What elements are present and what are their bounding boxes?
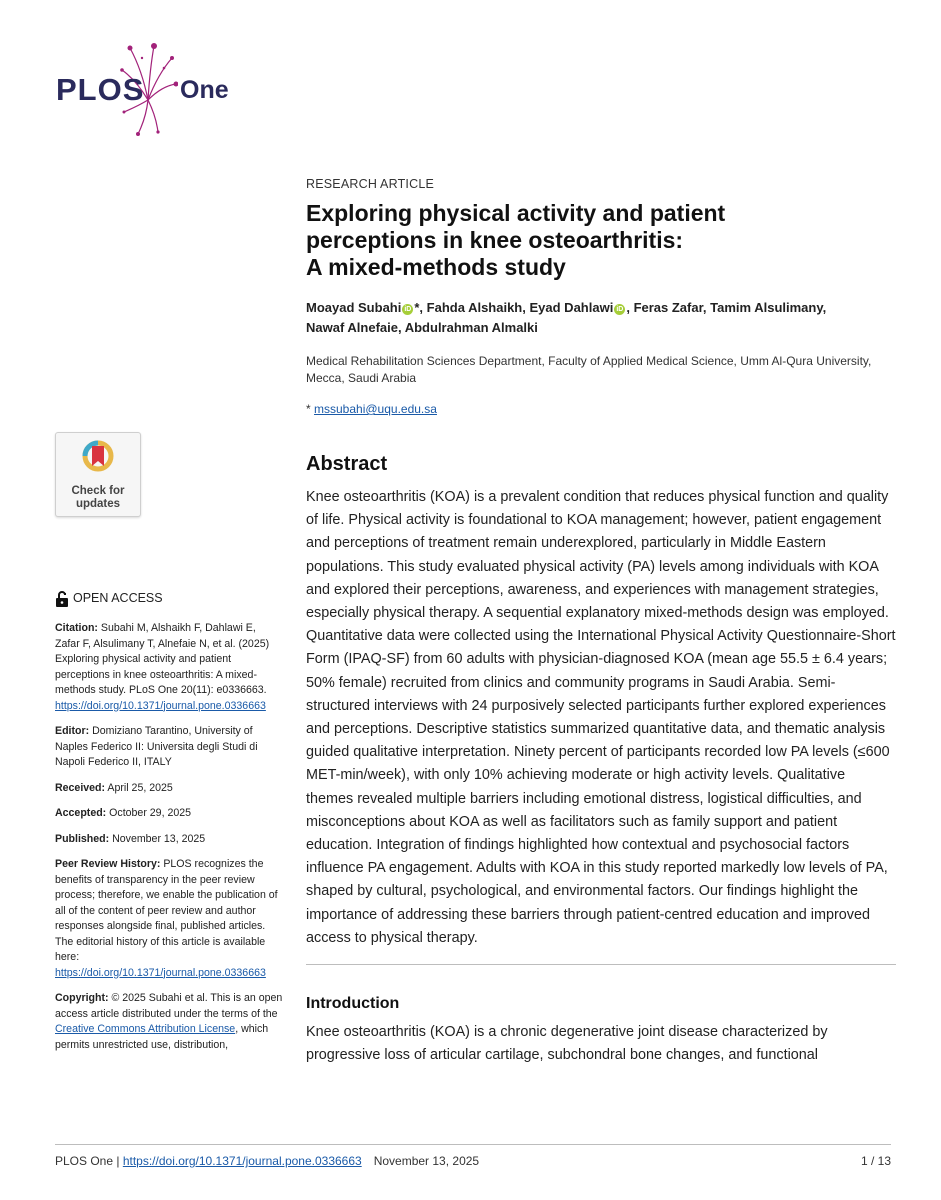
author-list xyxy=(306,298,896,338)
main-column xyxy=(306,177,896,1067)
article-info-sidebar xyxy=(55,590,283,1053)
introduction-text: Knee osteoarthritis (KOA) is a chronic degenerative joint disease characterized by progressive loss of articular cartilage, subchondral bone changes, and functional xyxy=(306,1024,828,1064)
article-title xyxy=(306,200,896,281)
corresponding-mark: *, xyxy=(414,300,424,315)
logo-plos-text: PLOS xyxy=(56,72,145,107)
abstract-heading: Abstract xyxy=(306,453,388,475)
open-lock-icon xyxy=(55,590,69,608)
check-for-updates-label: Check for updates xyxy=(71,485,125,510)
author-name[interactable]: Feras Zafar, Tamim Alsulimany, xyxy=(633,300,827,315)
author-separator: , xyxy=(626,300,630,315)
orcid-icon[interactable]: iD xyxy=(404,306,412,313)
corresponding-email xyxy=(306,402,896,416)
author-name[interactable]: Fahda Alshaikh, xyxy=(426,300,526,315)
editor-block: Editor: Domiziano Tarantino, University of Naples Federico II: Universita degli Studi di Napoli Federico II, ITALY xyxy=(55,725,258,768)
footer-date: November 13, 2025 xyxy=(373,1154,480,1168)
email-marker: * xyxy=(306,402,315,416)
logo-one-text: One xyxy=(180,76,229,104)
abstract-text: Knee osteoarthritis (KOA) is a prevalent condition that reduces physical function and quality of life. Physical activity is foundational to KOA management; however, patient engagement and perceptions of treatment remain underexplored, particularly in Middle Eastern populations. This study evaluated physical activity (PA) levels among individuals with KOA and explored their perceptions, awareness, and experiences with management strategies, especially physical therapy. A sequential explanatory mixed-methods design was employed. Quantitative data were collected using the International Physical Activity Questionnaire-Short Form (IPAQ-SF) from 60 adults with physician-diagnosed KOA (mean age 55.5 ± 6.4 years; 50% female) recruited from clinics and community programs in Saudi Arabia. Semi-structured interviews with 24 purposively selected participants further explored experiences and perceptions. Descriptive statistics summarized quantitative data, and thematic analysis guided qualitative interpretation. Ninety percent of participants recorded low PA levels (≤600 MET-min/week), with only 10% achieving moderate or high activity levels. Qualitative themes revealed multiple barriers including emotional distress, logistical difficulties, and misconceptions about KOA as well as facilitators such as family support and patient education. Integration of findings highlighted how contextual and psychosocial factors influence PA engagement. Adults with KOA in this study reported markedly low levels of PA, shaped by cultural, psychological, and environmental factors. Our findings highlight the importance of addressing these barriers through patient-centred education and improved access to physical therapy. xyxy=(306,489,896,946)
footer-journal: PLOS One | xyxy=(55,1154,123,1168)
title-line: Exploring physical activity and patient xyxy=(306,200,726,226)
peer-review-link[interactable]: https://doi.org/10.1371/journal.pone.0336663 xyxy=(55,966,266,979)
citation-doi-link[interactable]: https://doi.org/10.1371/journal.pone.0336663 xyxy=(55,699,266,712)
footer-doi-link[interactable]: https://doi.org/10.1371/journal.pone.0336663 xyxy=(122,1154,362,1168)
article-type: RESEARCH ARTICLE xyxy=(306,177,435,191)
page-number: 1 / 13 xyxy=(860,1154,891,1168)
journal-logo xyxy=(56,40,246,140)
peer-review-block: Peer Review History: PLOS recognizes the benefits of transparency in the peer review process; therefore, we enable the publication of all of the content of peer review and author responses alongside final, published articles. The editorial history of this article is available here: https://doi.org/10.1371/journal.pone.0336663 xyxy=(55,858,278,979)
copyright-block: Copyright: © 2025 Subahi et al. This is an open access article distributed under the terms of the Creative Commons Attribution License, which permits unrestricted use, distribution, xyxy=(55,992,283,1051)
author-name[interactable]: Moayad Subahi xyxy=(306,300,402,315)
published-date: Published: November 13, 2025 xyxy=(55,832,206,845)
email-link[interactable]: mssubahi@uqu.edu.sa xyxy=(314,402,437,416)
affiliation: Medical Rehabilitation Sciences Department, Faculty of Applied Medical Science, Umm Al-Qura University, Mecca, Saudi Arabia xyxy=(306,354,872,385)
author-name[interactable]: Eyad Dahlawi xyxy=(529,300,614,315)
received-date: Received: April 25, 2025 xyxy=(55,781,173,794)
license-link[interactable]: Creative Commons Attribution License xyxy=(55,1023,236,1035)
page-footer xyxy=(55,1144,891,1170)
title-line: A mixed-methods study xyxy=(306,254,566,280)
orcid-icon[interactable]: iD xyxy=(616,306,624,313)
open-access-label: OPEN ACCESS xyxy=(55,590,283,608)
section-divider xyxy=(306,964,896,965)
accepted-date: Accepted: October 29, 2025 xyxy=(55,807,192,819)
introduction-heading: Introduction xyxy=(306,995,400,1013)
author-name[interactable]: Nawaf Alnefaie, Abdulrahman Almalki xyxy=(306,320,538,335)
check-for-updates-badge[interactable] xyxy=(55,432,141,517)
title-line: perceptions in knee osteoarthritis: xyxy=(306,227,684,253)
citation-block: Citation: Subahi M, Alshaikh F, Dahlawi E, Zafar F, Alsulimany T, Alnefaie N, et al. (2025) Exploring physical activity and patient perceptions in knee osteoarthritis: A mixed-methods study. PLoS One 20(11): e0336663. https://doi.org/10.1371/journal.pone.0336663 xyxy=(55,622,270,712)
bookmark-ring-icon xyxy=(82,440,114,480)
